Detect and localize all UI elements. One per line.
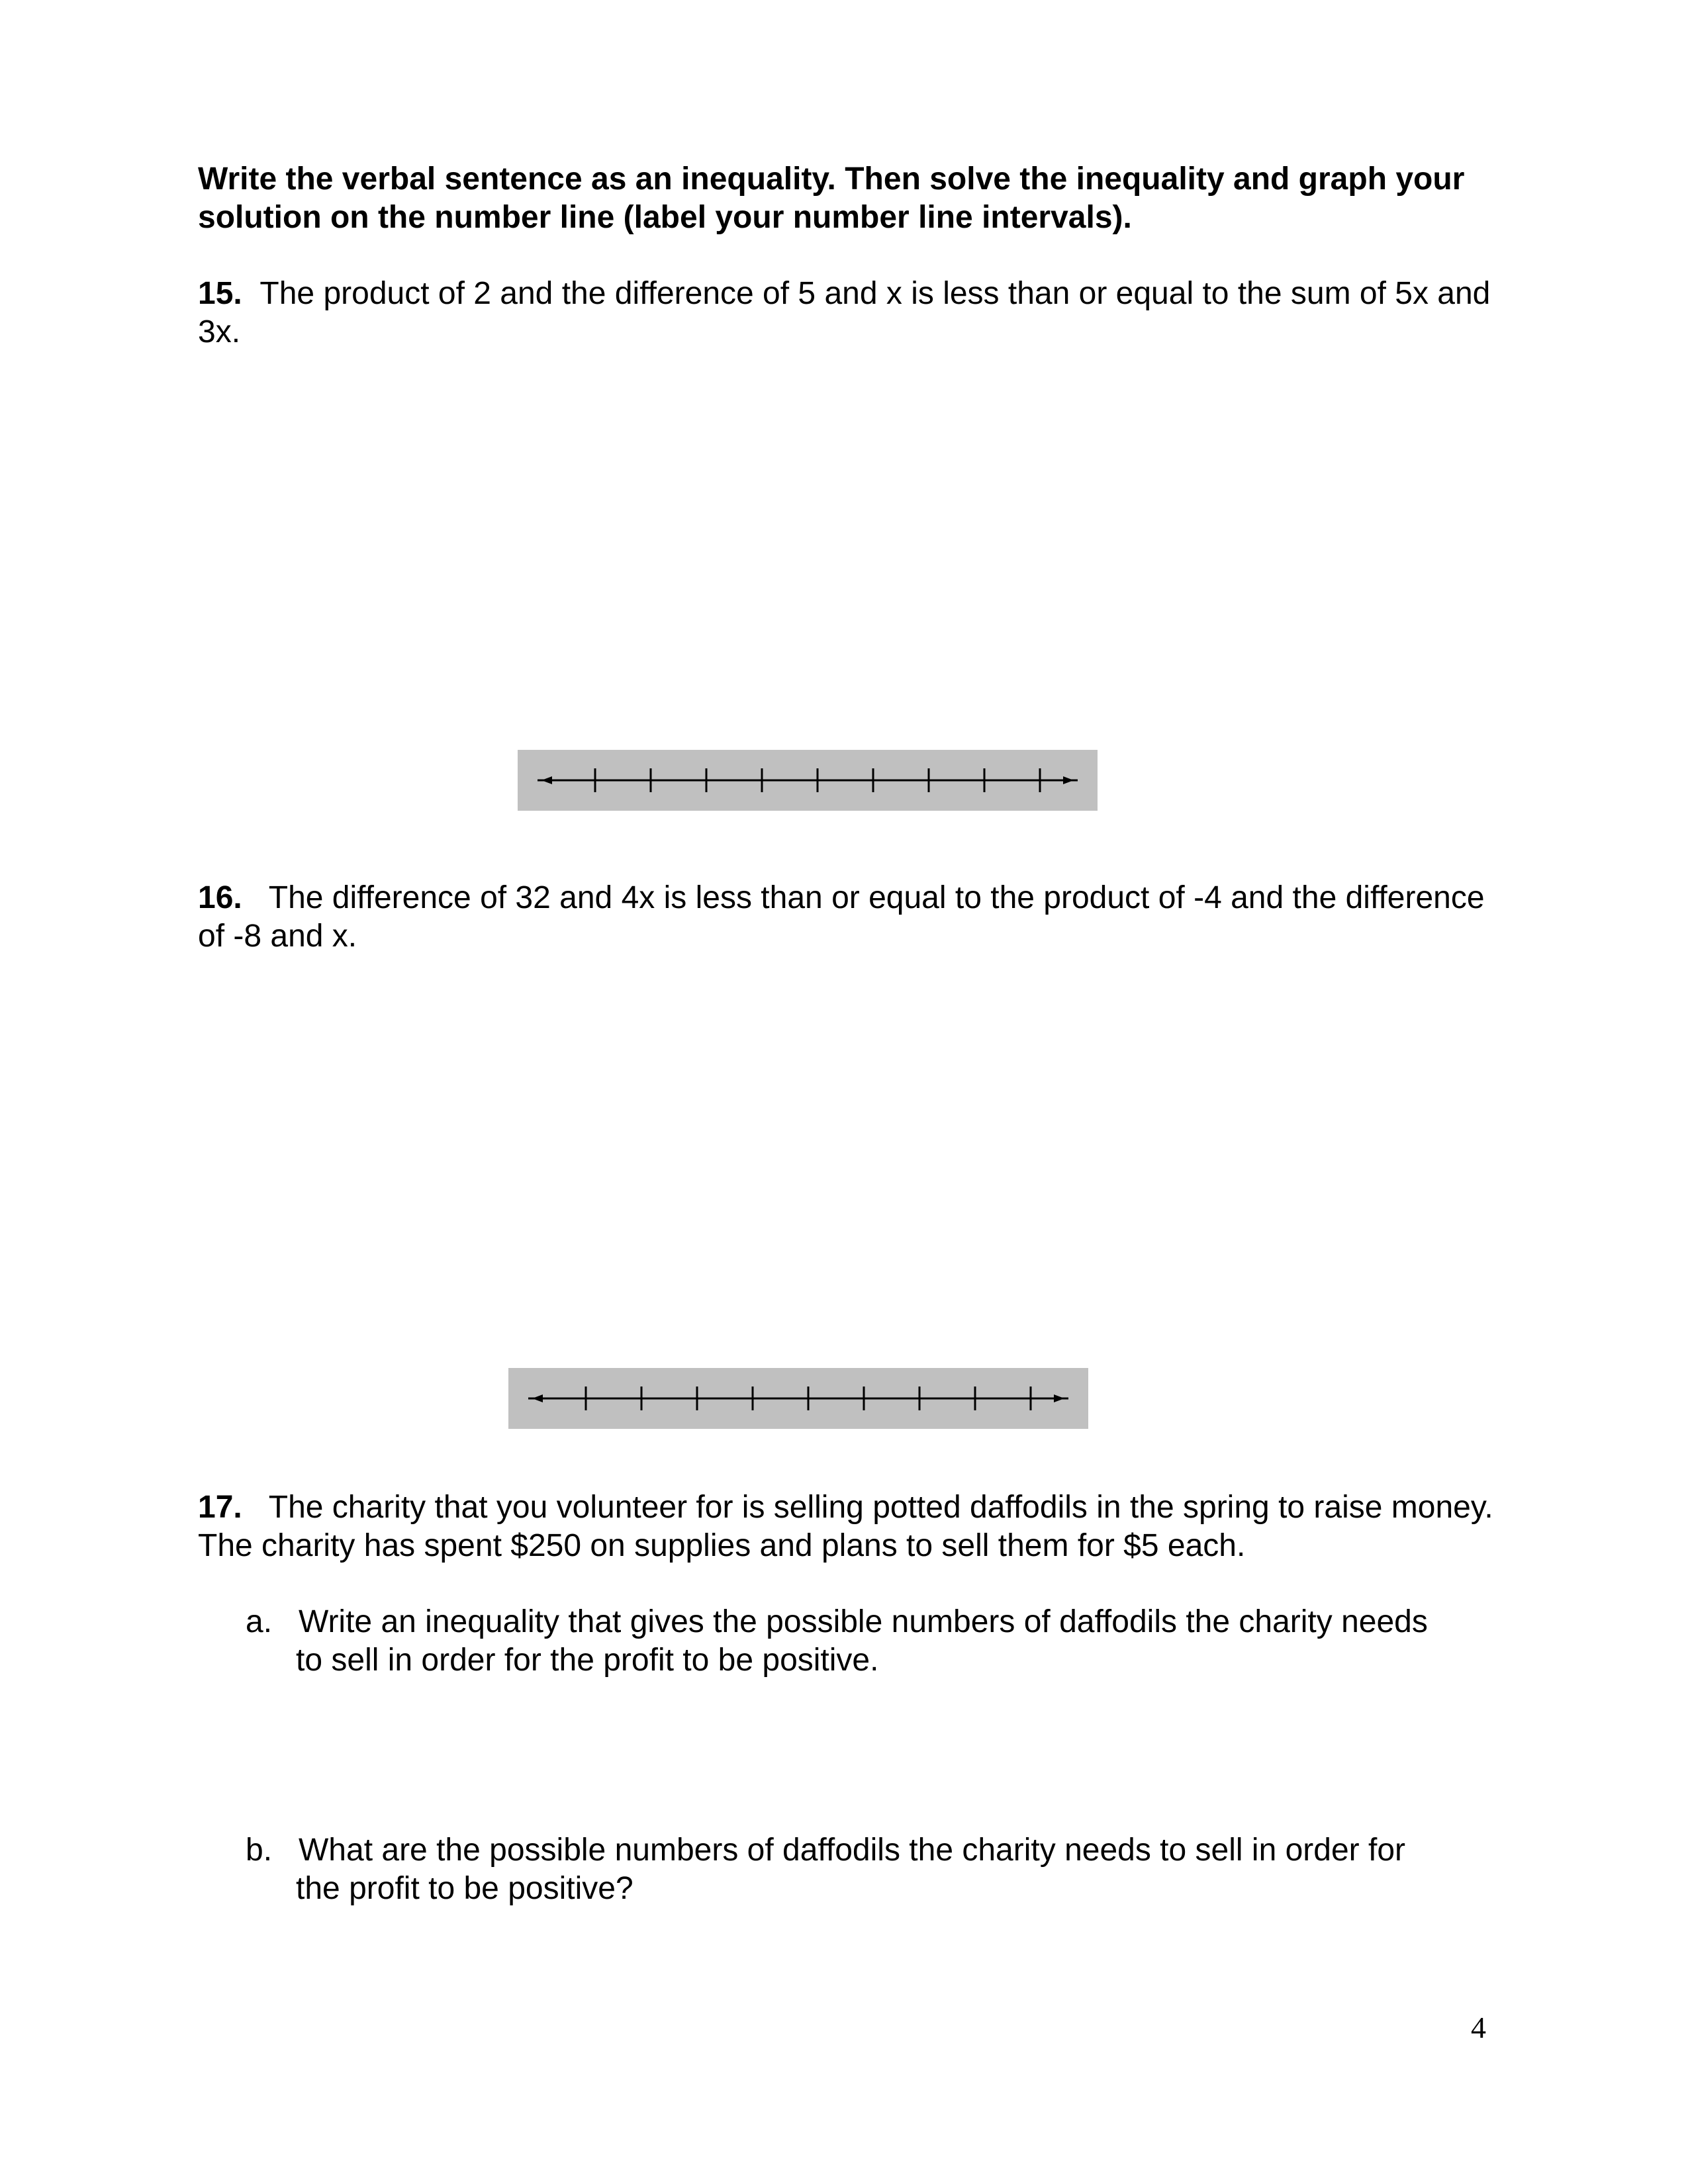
part-text-line1: Write an inequality that gives the possible numbers of daffodils the charity needs [299, 1604, 1428, 1639]
question-text: The difference of 32 and 4x is less than or equal to the product of -4 and the difference of -8 and x. [198, 880, 1485, 954]
number-line-graphic [508, 1368, 1088, 1429]
part-text-line2: to sell in order for the profit to be positive. [296, 1643, 879, 1678]
part-text-line2: the profit to be positive? [296, 1871, 633, 1906]
part-letter: a. [246, 1604, 273, 1639]
number-line[interactable] [518, 750, 1098, 811]
instructions: Write the verbal sentence as an inequality. Then solve the inequality and graph your solution on the number line (label your number line intervals). [198, 161, 1465, 235]
number-line-graphic [518, 750, 1098, 811]
page-number: 4 [1471, 2011, 1486, 2044]
question-17 [198, 1488, 1509, 1565]
left-arrow-icon [532, 1394, 543, 1402]
question-text: The charity that you volunteer for is selling potted daffodils in the spring to raise money. The charity has spent $250 on supplies and plans to sell them for $5 each. [198, 1490, 1493, 1563]
part-text-line1: What are the possible numbers of daffodils the charity needs to sell in order for [299, 1833, 1406, 1868]
part-letter: b. [246, 1833, 273, 1868]
question-15 [198, 275, 1509, 351]
question-16 [198, 879, 1509, 956]
number-line[interactable] [508, 1368, 1088, 1429]
question-number: 16. [198, 880, 242, 915]
question-17-part-a [246, 1603, 1503, 1680]
question-17-part-b [246, 1831, 1503, 1908]
question-number: 15. [198, 276, 242, 311]
right-arrow-icon [1054, 1394, 1064, 1402]
question-number: 17. [198, 1490, 242, 1525]
question-text: The product of 2 and the difference of 5 and x is less than or equal to the sum of 5x and 3x. [198, 276, 1491, 349]
right-arrow-icon [1063, 776, 1074, 784]
left-arrow-icon [541, 776, 552, 784]
